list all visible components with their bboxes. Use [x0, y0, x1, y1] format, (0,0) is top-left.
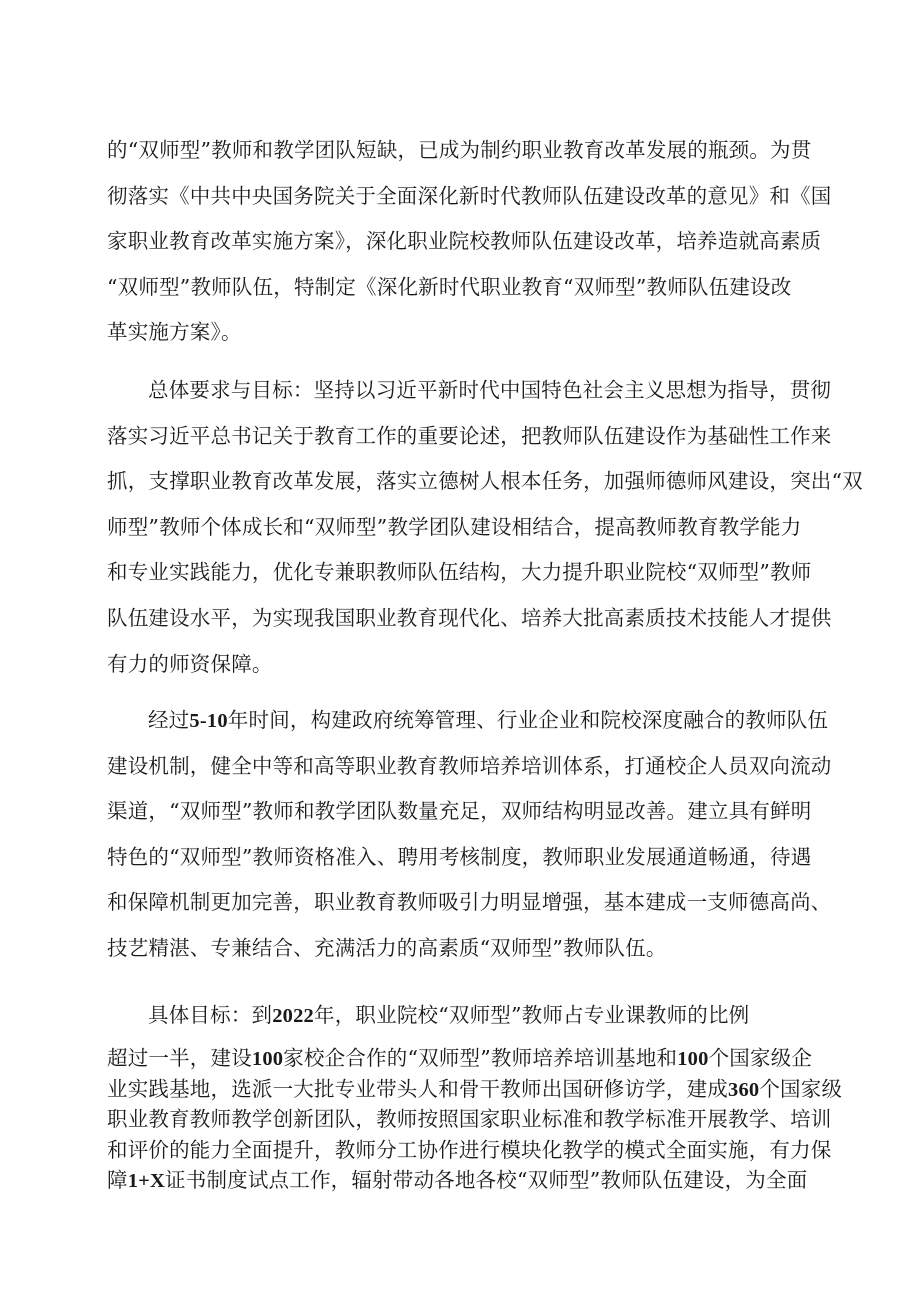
- text-line: [107, 1165, 823, 1196]
- text-line: 的“双师型”教师和教学团队短缺，已成为制约职业教育改革发展的瓶颈。为贯: [107, 138, 812, 162]
- paragraph-ten-year-plan: [107, 698, 832, 972]
- text-line: 抓，支撑职业教育改革发展，落实立德树人根本任务，加强师德师风建设，突出“双: [107, 469, 863, 494]
- text-segment: 障: [107, 1168, 128, 1192]
- number-emphasis: 360: [728, 1078, 760, 1101]
- text-line: 建设机制，健全中等和高等职业教育教师培养培训体系，打通校企人员双向流动: [107, 753, 832, 778]
- number-emphasis: 2022: [272, 1005, 315, 1027]
- text-line: 和保障机制更加完善，职业教育教师吸引力明显增强，基本建成一支师德高尚、: [107, 890, 832, 915]
- text-segment: 证书制度试点工作，辐射带动各地各校“双师型”教师队伍建设，为全面: [165, 1168, 808, 1192]
- text-line: [107, 1043, 823, 1074]
- text-line: 和专业实践能力，优化专兼职教师队伍结构，大力提升职业院校“双师型”教师: [107, 560, 812, 585]
- text-segment: 年时间，构建政府统筹管理、行业企业和院校深度融合的教师队伍: [227, 708, 829, 732]
- text-line: 职业教育教师教学创新团队，教师按照国家职业标准和教学标准开展教学、培训: [107, 1107, 832, 1131]
- text-line: 总体要求与目标：坚持以习近平新时代中国特色社会主义思想为指导，贯彻: [148, 378, 832, 402]
- text-line: 家职业教育改革实施方案》，深化职业院校教师队伍建设改革，培养造就高素质: [107, 229, 822, 254]
- text-line: 有力的师资保障。: [107, 651, 273, 676]
- number-emphasis: 100: [677, 1048, 709, 1070]
- text-segment: 家校企合作的“双师型”教师培养培训基地和: [283, 1046, 678, 1070]
- text-segment: 业实践基地，选派一大批专业带头人和骨干教师出国研修访学，建成: [107, 1076, 728, 1101]
- text-segment: 超过一半，建设: [107, 1046, 252, 1070]
- text-line: “双师型”教师队伍，特制定《深化新时代职业教育“双师型”教师队伍建设改: [107, 274, 792, 299]
- paragraph-background: [107, 128, 832, 356]
- text-segment: 年，职业院校“双师型”教师占专业课教师的比例: [314, 1003, 750, 1027]
- text-segment: 具体目标：到: [148, 1003, 273, 1027]
- text-line: 队伍建设水平，为实现我国职业教育现代化、培养大批高素质技术技能人才提供: [107, 605, 832, 630]
- text-line: 渠道，“双师型”教师和教学团队数量充足，双师结构明显改善。建立具有鲜明: [107, 799, 812, 824]
- text-line: 落实习近平总书记关于教育工作的重要论述，把教师队伍建设作为基础性工作来: [107, 423, 832, 448]
- number-emphasis: 1+X: [127, 1170, 166, 1192]
- text-line: 彻落实《中共中央国务院关于全面深化新时代教师队伍建设改革的意见》和《国: [107, 183, 832, 208]
- paragraph-overall-goals: [107, 368, 863, 687]
- text-line: [107, 998, 823, 1032]
- text-line: 技艺精湛、专兼结合、充满活力的高素质“双师型”教师队伍。: [107, 935, 667, 960]
- text-segment: 个国家级企: [708, 1046, 813, 1070]
- text-line: [107, 698, 829, 744]
- paragraph-specific-goals-heading: [107, 998, 823, 1032]
- text-segment: 个国家级: [759, 1076, 843, 1101]
- text-line: 师型”教师个体成长和“双师型”教学团队建设相结合，提高教师教育教学能力: [107, 514, 802, 539]
- text-line: [107, 1074, 843, 1105]
- number-emphasis: 100: [251, 1048, 284, 1070]
- number-emphasis: 5-10: [189, 710, 228, 732]
- text-line: 特色的“双师型”教师资格准入、聘用考核制度，教师职业发展通道畅通，待遇: [107, 844, 812, 869]
- text-segment: 经过: [148, 708, 190, 732]
- paragraph-specific-goals: [107, 1043, 843, 1196]
- text-line: 革实施方案》。: [107, 320, 242, 345]
- text-line: 和评价的能力全面提升，教师分工协作进行模块化教学的模式全面实施，有力保: [107, 1137, 832, 1162]
